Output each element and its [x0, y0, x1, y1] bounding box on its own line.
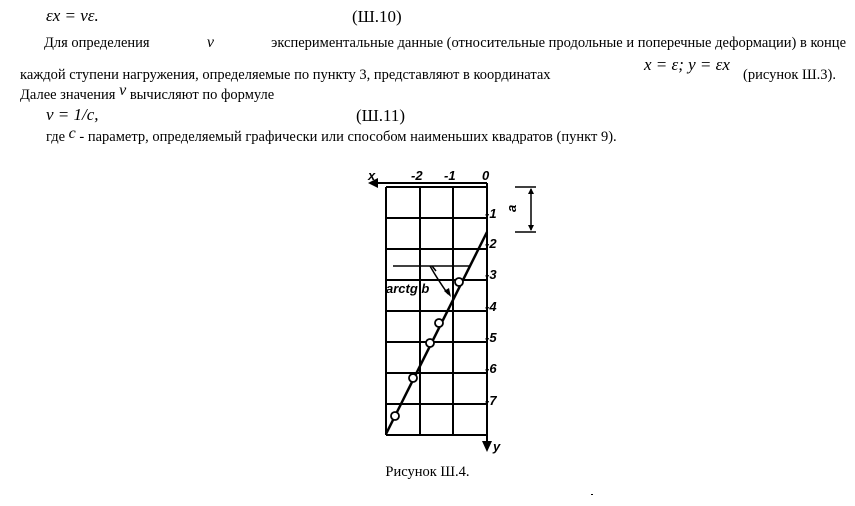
y-axis-arrow [482, 441, 492, 452]
variable-c: c [68, 125, 76, 142]
data-point [409, 374, 417, 382]
where-start: где [46, 129, 66, 145]
scale-arrow-top [528, 188, 534, 194]
coordinates-formula: x = ε; y = εx [644, 55, 730, 74]
variable-nu: ν [206, 34, 214, 51]
paragraph-line3-rest: вычисляют по формуле [129, 87, 275, 103]
variable-nu-2: ν [119, 82, 127, 99]
y-axis-label: y [493, 439, 501, 454]
y-tick-label: -1 [485, 206, 497, 221]
scale-arrow-bottom [528, 225, 534, 231]
x-tick-label: -2 [411, 168, 423, 183]
paragraph-line3-text: Далее значения [20, 87, 116, 103]
data-point [391, 412, 399, 420]
paragraph-line-3 [20, 82, 275, 104]
where-line [46, 125, 617, 146]
paragraph-line-1 [20, 34, 846, 52]
data-point [455, 278, 463, 286]
grid [386, 187, 487, 435]
figure-reference: (рисунок Ш.3). [743, 67, 836, 83]
data-point [426, 339, 434, 347]
x-tick-label: -1 [444, 168, 456, 183]
x-tick-label: 0 [482, 168, 490, 183]
paragraph-line1-start: Для определения [44, 35, 150, 51]
where-rest: - параметр, определяемый графически или способом наименьших квадратов (пункт 9). [79, 129, 617, 145]
x-axis-label: x [368, 168, 376, 183]
stray-mark [591, 494, 593, 495]
y-tick-label: -5 [485, 330, 497, 345]
y-tick-label: -7 [485, 393, 497, 408]
formula-number: (Ш.11) [356, 106, 406, 125]
scale-label: a [504, 204, 519, 212]
formula: ν = 1/c, [46, 105, 99, 124]
paragraph-line-2 [20, 66, 551, 84]
paragraph-line2-text: каждой ступени нагружения, определяемые по пункту 3, представляют в координатах [20, 67, 551, 83]
figure-caption: Рисунок Ш.4. [385, 464, 470, 480]
top-equation-number: (Ш.10) [352, 7, 402, 26]
y-tick-label: -4 [485, 299, 497, 314]
paragraph-line1-rest: экспериментальные данные (относительные продольные и поперечные деформации) в конце [271, 35, 846, 51]
top-equation: εx = νε. [46, 6, 99, 25]
y-tick-label: -6 [485, 361, 497, 376]
figure-graph [355, 166, 555, 458]
y-tick-label: -2 [485, 236, 497, 251]
y-tick-label: -3 [485, 267, 497, 282]
data-point [435, 319, 443, 327]
angle-label: arctg b [386, 281, 430, 296]
